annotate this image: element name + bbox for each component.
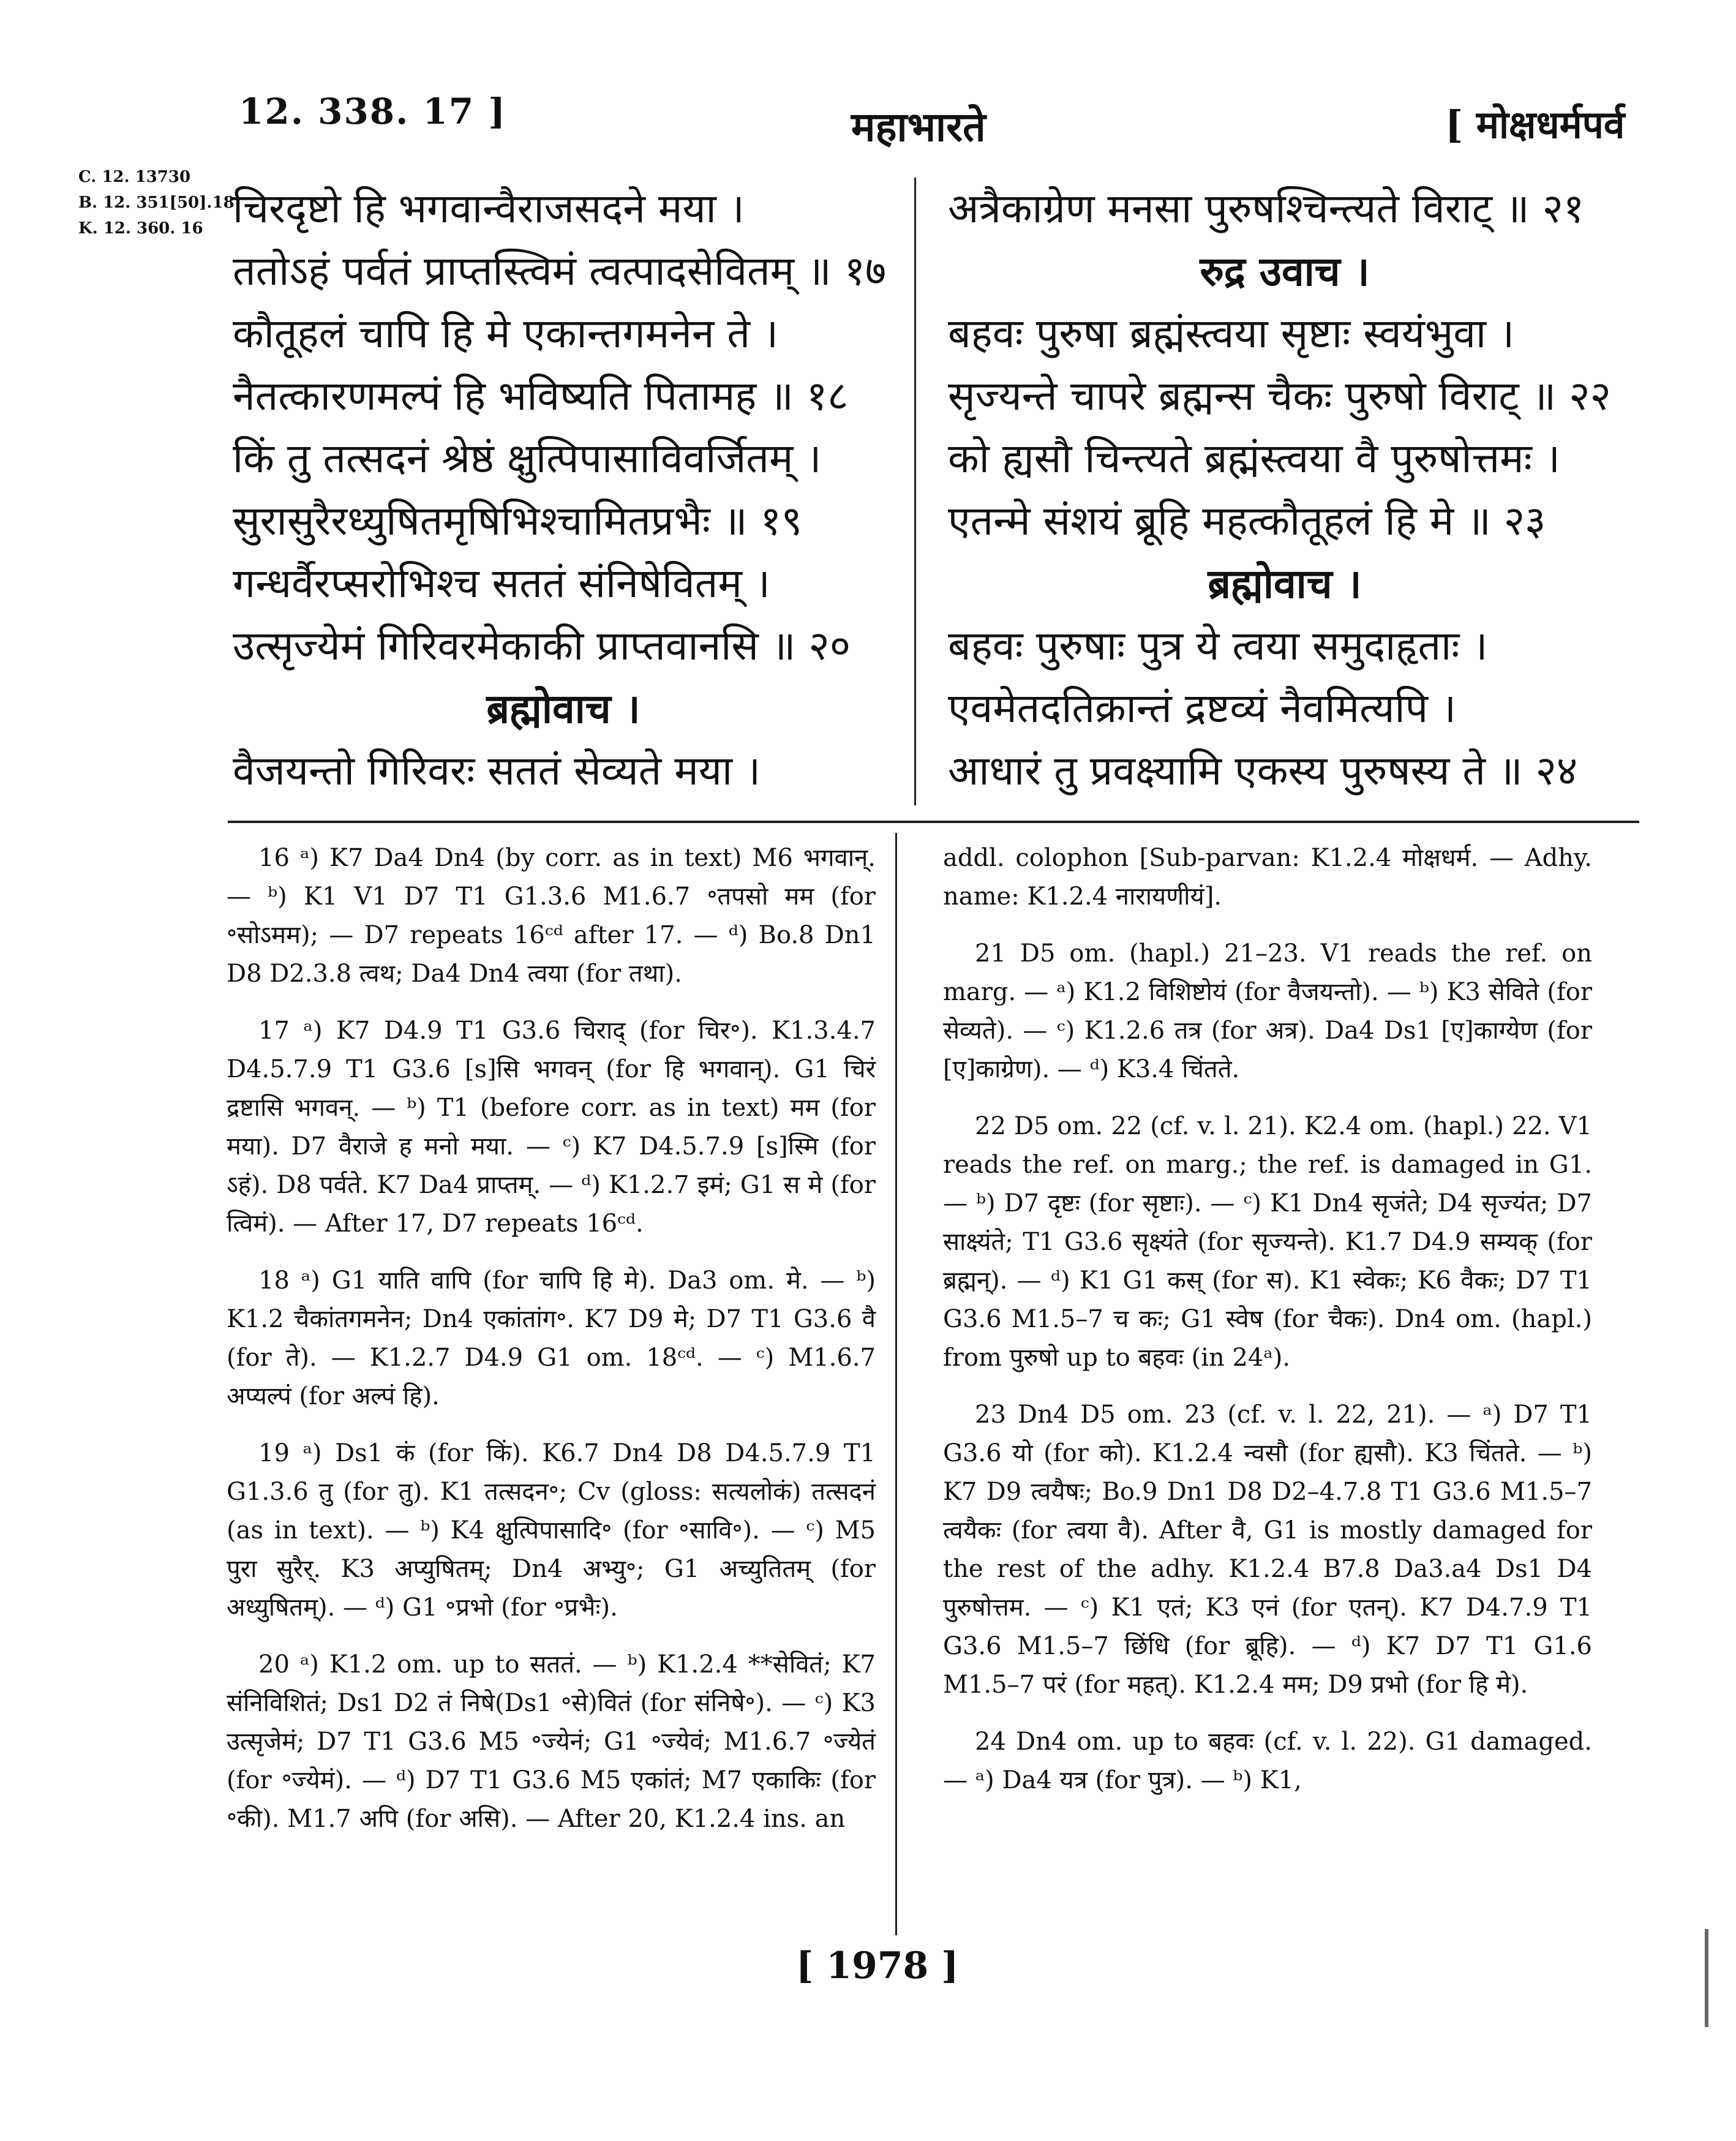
page-number: [ 1978 ] xyxy=(796,1944,959,1987)
concordance-refs xyxy=(78,164,235,241)
verse-line: आधारं तु प्रवक्ष्यामि एकस्य पुरुषस्य ते ॥ २४ xyxy=(948,747,1578,794)
verse-line: एवमेतदतिक्रान्तं द्रष्टव्यं नैवमित्यपि । xyxy=(948,685,1457,732)
concordance-ref: B. 12. 351[50].18 xyxy=(78,194,235,212)
scan-edge-mark xyxy=(1705,1929,1708,2027)
verse-line: नैतत्कारणमल्पं हि भविष्यति पितामह ॥ १८ xyxy=(233,372,849,420)
critical-note: 18 ᵃ) G1 याति वापि (for चापि हि मे). Da3 om. मे. — ᵇ) K1.2 चैकांतगमनेन; Dn4 एकांतांग॰. K7 D9 मे; D7 T1 G3.6 वै (for ते). — K1.2.7 D4.9 G1 om. 18ᶜᵈ. — ᶜ) M1.6.7 अप्यल्पं (for अल्पं हि). xyxy=(227,1266,876,1410)
verse-line: अत्रैकाग्रेण मनसा पुरुषश्चिन्त्यते विराट् ॥ २१ xyxy=(948,185,1585,232)
verse-line: को ह्यसौ चिन्त्यते ब्रह्मंस्त्वया वै पुरुषोत्तमः । xyxy=(948,435,1560,482)
critical-note: 19 ᵃ) Ds1 कं (for किं). K6.7 Dn4 D8 D4.5.7.9 T1 G1.3.6 तु (for तु). K1 तत्सदन॰; Cv (gloss: सत्यलोकं) तत्सदनं (as in text). — ᵇ) K4 क्षुत्पिपासादि॰ (for ॰सावि॰). — ᶜ) M5 पुरा सुरैर्. K3 अप्युषितम्; Dn4 अभ्यु॰; G1 अच्युतितम् (for अध्युषितम्). — ᵈ) G1 ॰प्रभो (for ॰प्रभैः). xyxy=(227,1439,876,1622)
verse-line: ततोऽहं पर्वतं प्राप्तस्त्विमं त्वत्पादसेवितम् ॥ १७ xyxy=(233,247,887,295)
page-title: महाभारते xyxy=(851,103,986,151)
critical-note: 23 Dn4 D5 om. 23 (cf. v. l. 22, 21). — ᵃ) D7 T1 G3.6 यो (for को). K1.2.4 न्वसौ (for ह्यसौ). K3 चिंतते. — ᵇ) K7 D9 त्वयैषः; Bo.9 Dn1 D8 D2–4.7.8 T1 G3.6 M1.5–7 त्वयैकः (for त्वया वै). After वै, G1 is mostly damaged for the rest of the adhy. K1.2.4 B7.8 Da3.a4 Ds1 D4 पुरुषोत्तम. — ᶜ) K1 एतं; K3 एनं (for एतन्). K7 D4.7.9 T1 G3.6 M1.5–7 छिंधि (for ब्रूहि). — ᵈ) K7 D7 T1 G1.6 M1.5–7 परं (for महत्). K1.2.4 मम; D9 प्रभो (for हि मे). xyxy=(943,1401,1592,1699)
critical-note: 16 ᵃ) K7 Da4 Dn4 (by corr. as in text) M6 भगवान्. — ᵇ) K1 V1 D7 T1 G1.3.6 M1.6.7 ॰तपसो मम (for ॰सोऽमम); — D7 repeats 16ᶜᵈ after 17. — ᵈ) Bo.8 Dn1 D8 D2.3.8 त्वथ; Da4 Dn4 त्वया (for तथा). xyxy=(227,844,876,988)
speaker-heading: रुद्र उवाच । xyxy=(1200,247,1370,295)
verse-column-right xyxy=(948,178,1621,802)
speaker-heading: ब्रह्मोवाच । xyxy=(1208,560,1362,608)
verse-line: कौतूहलं चापि हि मे एकान्तगमनेन ते । xyxy=(233,310,779,357)
critical-note: 24 Dn4 om. up to बहवः (cf. v. l. 22). G1 damaged. — ᵃ) Da4 यत्र (for पुत्र). — ᵇ) K1, xyxy=(943,1728,1592,1794)
section-title: [ मोक्षधर्मपर्व xyxy=(1445,102,1625,147)
concordance-ref: C. 12. 13730 xyxy=(78,168,191,186)
verse-line: बहवः पुरुषाः पुत्र ये त्वया समुदाहृताः । xyxy=(948,622,1488,669)
verse-line: वैजयन्तो गिरिवरः सततं सेव्यते मया । xyxy=(233,747,761,794)
verse-line: बहवः पुरुषा ब्रह्मंस्त्वया सृष्टाः स्वयंभुवा । xyxy=(948,310,1515,357)
verse-line: एतन्मे संशयं ब्रूहि महत्कौतूहलं हि मे ॥ २३ xyxy=(948,497,1546,544)
verse-line: गन्धर्वैरप्सरोभिश्च सततं संनिषेवितम् । xyxy=(233,560,770,607)
verse-line: सृज्यन्ते चापरे ब्रह्मन्स चैकः पुरुषो विराट् ॥ २२ xyxy=(948,372,1611,420)
verse-reference: 12. 338. 17 ] xyxy=(239,91,506,132)
column-divider xyxy=(914,178,916,805)
verse-line: उत्सृज्येमं गिरिवरमेकाकी प्राप्तवानसि ॥ २० xyxy=(233,622,851,669)
critical-note: 22 D5 om. 22 (cf. v. l. 21). K2.4 om. (hapl.) 22. V1 reads the ref. on marg.; the ref. is damaged in G1. — ᵇ) D7 दृष्टः (for सृष्टाः). — ᶜ) K1 Dn4 सृजंते; D4 सृज्यंत; D7 साक्ष्यंते; T1 G3.6 सृक्ष्यंते (for सृज्यन्ते). K1.7 D4.9 सम्यक् (for ब्रह्मन्). — ᵈ) K1 G1 कस् (for स). K1 स्वेकः; K6 वैकः; D7 T1 G3.6 M1.5–7 च कः; G1 स्वेष (for चैकः). Dn4 om. (hapl.) from पुरुषो up to बहवः (in 24ᵃ). xyxy=(943,1112,1592,1372)
concordance-ref: K. 12. 360. 16 xyxy=(78,219,203,238)
section-rule xyxy=(228,821,1639,823)
verse-column-left xyxy=(233,178,894,802)
verse-line: चिरदृष्टो हि भगवान्वैराजसदने मया । xyxy=(233,185,745,232)
critical-note: 20 ᵃ) K1.2 om. up to सततं. — ᵇ) K1.2.4 **सेवितं; K7 संनिविशितं; Ds1 D2 तं निषे(Ds1 ॰से)वितं (for संनिषे॰). — ᶜ) K3 उत्सृजेमं; D7 T1 G3.6 M5 ॰ज्येनं; G1 ॰ज्येवं; M1.6.7 ॰ज्येतं (for ॰ज्येमं). — ᵈ) D7 T1 G3.6 M5 एकांतं; M7 एकाकिः (for ॰की). M1.7 अपि (for असि). — After 20, K1.2.4 ins. an xyxy=(227,1650,876,1833)
verse-line: किं तु तत्सदनं श्रेष्ठं क्षुत्पिपासाविवर्जितम् । xyxy=(233,435,822,482)
notes-divider xyxy=(895,833,897,1935)
critical-note: 17 ᵃ) K7 D4.9 T1 G3.6 चिराद् (for चिर॰). K1.3.4.7 D4.5.7.9 T1 G3.6 [s]सि भगवन् (for हि भगवान्). G1 चिरं द्रष्टासि भगवन्. — ᵇ) T1 (before corr. as in text) मम (for मया). D7 वैराजे ह मनो मया. — ᶜ) K7 D4.5.7.9 [s]स्मि (for ऽहं). D8 पर्वते. K7 Da4 प्राप्तम्. — ᵈ) K1.2.7 इमं; G1 स मे (for त्विमं). — After 17, D7 repeats 16ᶜᵈ. xyxy=(227,1017,876,1238)
critical-note: 21 D5 om. (hapl.) 21–23. V1 reads the ref. on marg. — ᵃ) K1.2 विशिष्टोयं (for वैजयन्तो). — ᵇ) K3 सेविते (for सेव्यते). — ᶜ) K1.2.6 तत्र (for अत्र). Da4 Ds1 [ए]काग्येण (for [ए]काग्रेण). — ᵈ) K3.4 चिंतते. xyxy=(943,939,1592,1083)
verse-line: सुरासुरैरध्युषितमृषिभिश्चामितप्रभैः ॥ १९ xyxy=(233,497,803,544)
critical-note-continued: addl. colophon [Sub-parvan: K1.2.4 मोक्षधर्म. — Adhy. name: K1.2.4 नारायणीयं]. xyxy=(943,844,1592,911)
speaker-heading: ब्रह्मोवाच । xyxy=(486,685,641,732)
critical-notes-right xyxy=(943,839,1592,1818)
critical-notes-left xyxy=(227,839,876,1857)
